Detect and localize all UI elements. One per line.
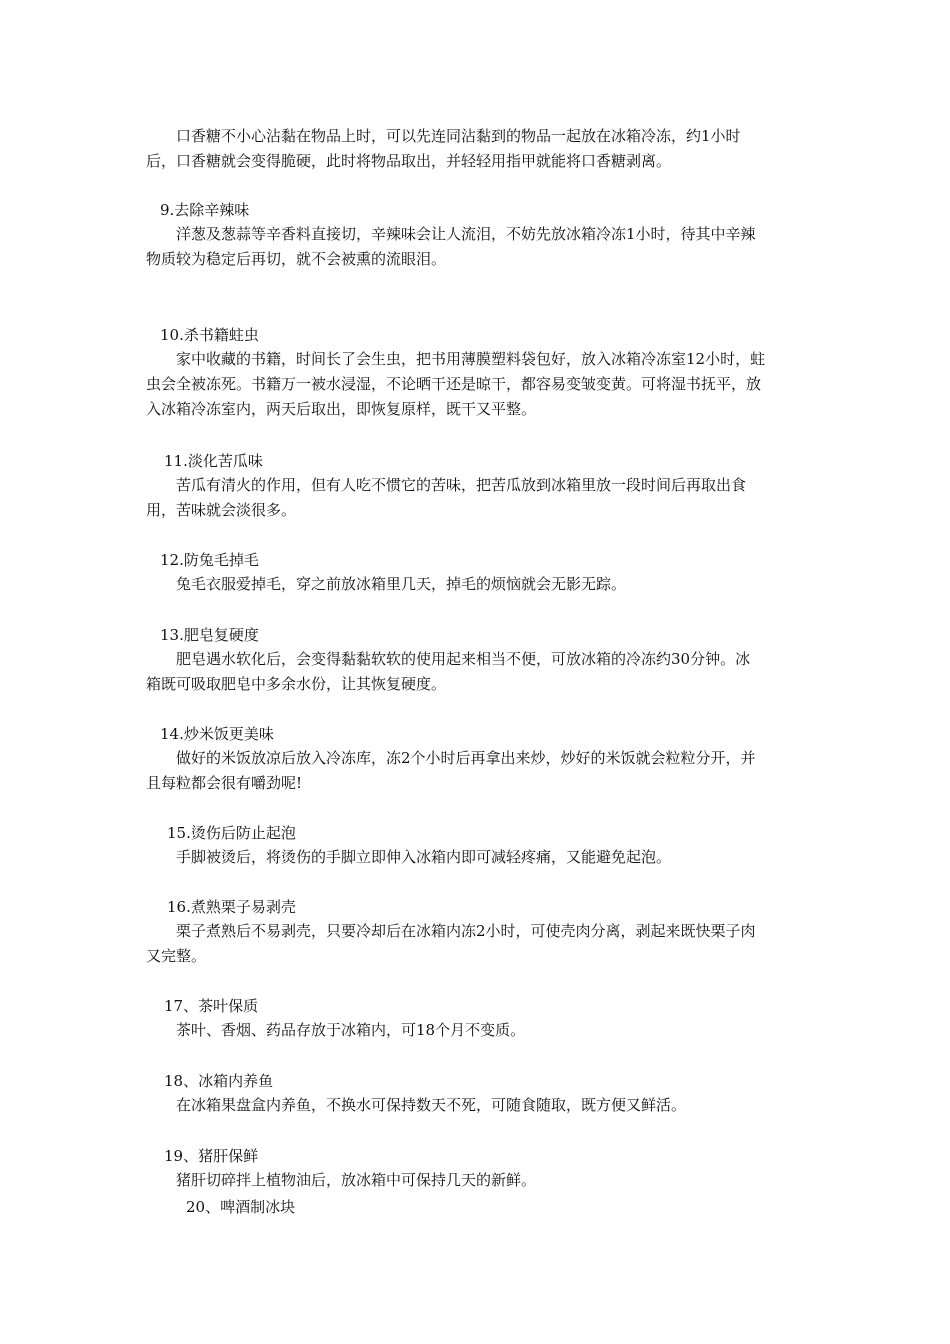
section-heading: 13.肥皂复硬度 bbox=[160, 626, 259, 644]
paragraph-line: 肥皂遇水软化后，会变得黏黏软软的使用起来相当不便，可放冰箱的冷冻约30分钟。冰 bbox=[176, 650, 751, 668]
section-heading: 12.防兔毛掉毛 bbox=[160, 551, 259, 569]
paragraph-line: 茶叶、香烟、药品存放于冰箱内，可18个月不变质。 bbox=[176, 1021, 526, 1039]
paragraph-line: 做好的米饭放凉后放入冷冻库，冻2个小时后再拿出来炒，炒好的米饭就会粒粒分开，并 bbox=[176, 749, 756, 767]
section-heading: 15.烫伤后防止起泡 bbox=[167, 824, 296, 842]
paragraph-line: 栗子煮熟后不易剥壳，只要冷却后在冰箱内冻2小时，可使壳肉分离，剥起来既快栗子肉 bbox=[176, 922, 756, 940]
paragraph-line: 兔毛衣服爱掉毛，穿之前放冰箱里几天，掉毛的烦恼就会无影无踪。 bbox=[176, 575, 627, 593]
paragraph-line: 虫会全被冻死。书籍万一被水浸湿，不论晒干还是晾干，都容易变皱变黄。可将湿书抚平，放 bbox=[146, 375, 762, 393]
section-heading: 17、茶叶保质 bbox=[164, 997, 259, 1015]
section-heading: 19、猪肝保鲜 bbox=[164, 1147, 259, 1165]
section-heading: 10.杀书籍蛀虫 bbox=[160, 326, 259, 344]
paragraph-line: 且每粒都会很有嚼劲呢! bbox=[146, 774, 303, 792]
paragraph-line: 苦瓜有清火的作用，但有人吃不惯它的苦味，把苦瓜放到冰箱里放一段时间后再取出食 bbox=[176, 476, 747, 494]
section-heading: 14.炒米饭更美味 bbox=[160, 725, 274, 743]
paragraph-line: 后，口香糖就会变得脆硬，此时将物品取出，并轻轻用指甲就能将口香糖剥离。 bbox=[146, 152, 672, 170]
paragraph-line: 在冰箱果盘盒内养鱼，不换水可保持数天不死，可随食随取，既方便又鲜活。 bbox=[176, 1096, 687, 1114]
paragraph-line: 猪肝切碎拌上植物油后，放冰箱中可保持几天的新鲜。 bbox=[176, 1171, 537, 1189]
paragraph-line: 用，苦味就会淡很多。 bbox=[146, 501, 297, 519]
paragraph-line: 口香糖不小心沾黏在物品上时，可以先连同沾黏到的物品一起放在冰箱冷冻，约1小时 bbox=[176, 127, 741, 145]
paragraph-line: 手脚被烫后，将烫伤的手脚立即伸入冰箱内即可减轻疼痛，又能避免起泡。 bbox=[176, 848, 672, 866]
paragraph-line: 物质较为稳定后再切，就不会被熏的流眼泪。 bbox=[146, 250, 447, 268]
section-heading: 11.淡化苦瓜味 bbox=[164, 452, 263, 470]
section-heading: 18、冰箱内养鱼 bbox=[164, 1072, 274, 1090]
paragraph-line: 箱既可吸取肥皂中多余水份，让其恢复硬度。 bbox=[146, 675, 447, 693]
section-heading: 20、啤酒制冰块 bbox=[186, 1198, 296, 1216]
section-heading: 9.去除辛辣味 bbox=[160, 201, 250, 219]
paragraph-line: 洋葱及葱蒜等辛香料直接切，辛辣味会让人流泪，不妨先放冰箱冷冻1小时，待其中辛辣 bbox=[176, 225, 756, 243]
paragraph-line: 又完整。 bbox=[146, 947, 207, 965]
section-heading: 16.煮熟栗子易剥壳 bbox=[167, 898, 296, 916]
paragraph-line: 入冰箱冷冻室内，两天后取出，即恢复原样，既干又平整。 bbox=[146, 400, 537, 418]
paragraph-line: 家中收藏的书籍，时间长了会生虫，把书用薄膜塑料袋包好，放入冰箱冷冻室12小时，蛀 bbox=[176, 350, 766, 368]
